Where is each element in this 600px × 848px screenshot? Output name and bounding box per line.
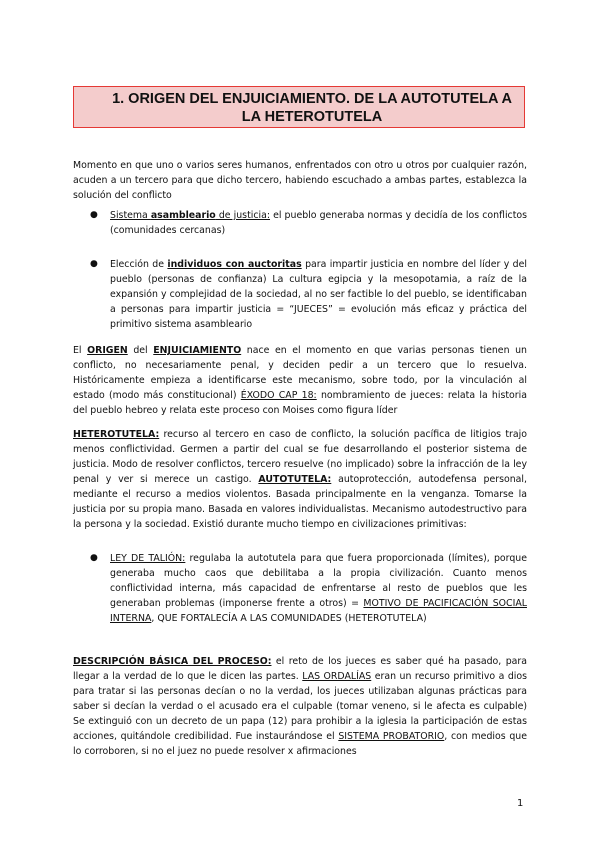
body-text: para impartir justicia en nombre del líder y del pueblo (personas de confianza) La cultura egipcia y la mesopotamia, a raíz de la expansión y complejidad de la sociedad, al no ser factible lo del pueblo, se identificaban a personas para impartir justicia = “JUECES” = evolución más eficaz y práctica del primitivo sistema asambleario [110, 259, 527, 330]
paragraph-intro [73, 158, 527, 203]
emphasis-text: ORIGEN [87, 345, 128, 356]
paragraph-origen [73, 343, 527, 418]
body-text: eran un recurso primitivo a dios para tratar si las personas decían o no la verdad, los jueces utilizaban algunas prácticas para saber si decían la verdad o el acusado era el culpable (tomar veneno, si le afecta es culpable) Se extinguió con un decreto de un papa (12) para prohibir a la iglesia la participación de estas acciones, quitándole credibilidad. Fue instaurándose el [73, 671, 527, 742]
body-text: regulaba la autotutela para que fuera proporcionada (límites), porque generaba mucho caos que debilitaba a la propia civilización. Cuanto menos conflictividad interna, más capacidad de enfrentarse al resto de pueblos que les generaban problemas (imponerse frente a otros) = [110, 553, 527, 609]
emphasis-text: asambleario [150, 210, 216, 221]
body-text: del [127, 345, 154, 356]
paragraph-descripcion [73, 654, 527, 759]
emphasis-text: MOTIVO DE PACIFICACIÓN SOCIAL INTERNA [110, 598, 527, 624]
body-text: Elección de [110, 259, 168, 270]
body-text: , con medios que lo corroboren, si no el juez no puede resolver x afirmaciones [73, 731, 527, 757]
body-text: , QUE FORTALECÍA A LAS COMUNIDADES (HETEROTUTELA) [151, 613, 427, 624]
bullet-asamblea [90, 208, 528, 238]
body-text: El [73, 345, 88, 356]
bullet-icon: ● [90, 553, 98, 563]
section-title-line1: 1. ORIGEN DEL ENJUICIAMIENTO. DE LA AUTOTUTELA A [112, 91, 512, 107]
bullet-individuos [90, 257, 527, 332]
body-text: nombramiento de jueces: relata la historia del pueblo hebreo y relata este proceso con Moises como figura líder [73, 390, 527, 416]
emphasis-text: LAS ORDALÍAS [302, 671, 372, 682]
body-text: recurso al tercero en caso de conflicto, la solución pacífica de litigios trajo menos conflictividad. Germen a partir del cual se fue desarrollando el posterior sistema de justicia. Modo de resolver conflictos, tercero resuelve (no implicado) sobre la infracción de la ley penal y ver si merece un castigo. [73, 429, 527, 485]
emphasis-text: de justicia: [215, 210, 271, 221]
body-text: autoprotección, autodefensa personal, mediante el recurso a medios violentos. Basada principalmente en la venganza. Tomarse la justicia por su propia mano. Basada en valores individualistas. Mecanismo autodestructivo para la persona y la sociedad. Existió durante mucho tiempo en civilizaciones primitivas: [73, 474, 528, 530]
emphasis-text: ÉXODO CAP 18: [240, 390, 317, 401]
bullet-icon: ● [90, 210, 98, 220]
section-title-line2: LA HETEROTUTELA [241, 109, 383, 125]
section-title [73, 86, 525, 128]
bullet-talion [90, 551, 527, 626]
body-text: nace en el momento en que varias personas tienen un conflicto, no necesariamente penal, y deciden pedir a un tercero que lo resuelva. Históricamente empieza a identificarse este mecanismo, sobre todo, por la vinculación al estado (modo más constitucional) [73, 345, 527, 401]
paragraph-heterotutela [73, 427, 527, 532]
body-text: Momento en que uno o varios seres humanos, enfrentados con otro u otros por cualquier razón, acuden a un tercero para que dicho tercero, habiendo escuchado a ambas partes, establezca la solución del conflicto [73, 160, 527, 201]
emphasis-text: ENJUICIAMIENTO [153, 345, 242, 356]
page-number: 1 [517, 798, 524, 809]
emphasis-text: individuos con auctoritas [167, 259, 302, 270]
emphasis-text: SISTEMA PROBATORIO [338, 731, 445, 742]
emphasis-text: Sistema [110, 210, 151, 221]
emphasis-text: AUTOTUTELA: [258, 474, 332, 485]
emphasis-text: LEY DE TALIÓN: [110, 553, 186, 564]
bullet-icon: ● [90, 259, 98, 269]
emphasis-text: HETEROTUTELA: [73, 429, 160, 440]
body-text: el reto de los jueces es saber qué ha pasado, para llegar a la verdad de lo que le dicen las partes. [73, 656, 527, 682]
emphasis-text: DESCRIPCIÓN BÁSICA DEL PROCESO: [73, 656, 272, 667]
body-text: el pueblo generaba normas y decidía de los conflictos (comunidades cercanas) [110, 210, 528, 236]
